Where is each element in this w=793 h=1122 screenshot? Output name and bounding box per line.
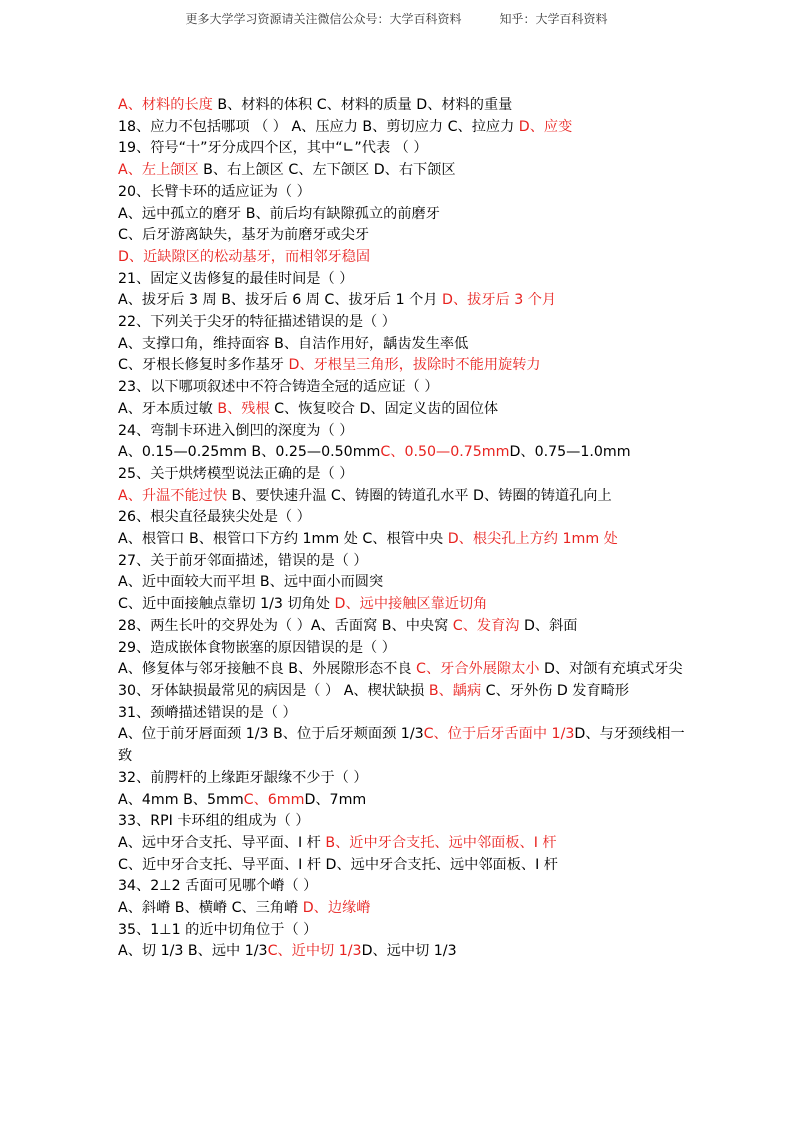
- answer-text: A、左上颌区: [118, 162, 199, 179]
- question-text: 32、前腭杆的上缘距牙龈缘不少于（ ）: [118, 769, 368, 786]
- question-text: A、斜嵴 B、横嵴 C、三角嵴: [118, 900, 303, 917]
- text-line: [118, 941, 688, 963]
- text-line: [118, 204, 688, 226]
- question-text: D、远中切 1/3: [361, 943, 457, 960]
- answer-text: B、近中牙合支托、远中邻面板、I 杆: [325, 834, 557, 851]
- text-line: [118, 290, 688, 312]
- text-line: [118, 876, 688, 898]
- text-line: [118, 616, 688, 638]
- question-text: A、远中孤立的磨牙 B、前后均有缺隙孤立的前磨牙: [118, 205, 440, 222]
- question-text: 28、两生长叶的交界处为（ ）A、舌面窝 B、中央窝: [118, 617, 453, 634]
- text-line: [118, 95, 688, 117]
- text-line: [118, 138, 688, 160]
- answer-text: D、远中接触区靠近切角: [334, 596, 488, 613]
- question-text: C、恢复咬合 D、固定义齿的固位体: [269, 400, 499, 417]
- answer-text: D、拔牙后 3 个月: [442, 292, 557, 309]
- question-text: A、0.15—0.25mm B、0.25—0.50mm: [118, 444, 381, 461]
- answer-text: B、残根: [217, 400, 270, 417]
- question-text: A、近中面较大而平坦 B、远中面小而圆突: [118, 574, 384, 591]
- text-line: [118, 529, 688, 551]
- question-text: A、远中牙合支托、导平面、I 杆: [118, 834, 326, 851]
- answer-text: C、位于后牙舌面中 1/3: [423, 726, 575, 743]
- question-text: 18、应力不包括哪项 （ ） A、压应力 B、剪切应力 C、拉应力: [118, 118, 519, 135]
- answer-text: D、边缘嵴: [302, 900, 371, 917]
- question-text: 35、1⊥1 的近中切角位于（ ）: [118, 921, 318, 938]
- question-text: A、修复体与邻牙接触不良 B、外展隙形态不良: [118, 661, 417, 678]
- question-text: D、0.75—1.0mm: [509, 444, 631, 461]
- answer-text: C、6mm: [243, 791, 305, 808]
- question-text: C、近中面接触点靠切 1/3 切角处: [118, 596, 335, 613]
- page-header: [0, 10, 793, 27]
- answer-text: C、近中切 1/3: [267, 943, 362, 960]
- question-text: 25、关于烘烤模型说法正确的是（ ）: [118, 465, 354, 482]
- question-text: 24、弯制卡环进入倒凹的深度为（ ）: [118, 422, 354, 439]
- question-text: B、右上颌区 C、左下颌区 D、右下颌区: [198, 162, 456, 179]
- question-text: B、要快速升温 C、铸圈的铸道孔水平 D、铸圈的铸道孔向上: [227, 487, 612, 504]
- question-text: B、材料的体积 C、材料的质量 D、材料的重量: [212, 97, 513, 113]
- text-line: [118, 464, 688, 486]
- question-text: 30、牙体缺损最常见的病因是（ ） A、楔状缺损: [118, 682, 429, 699]
- text-line: [118, 638, 688, 660]
- text-line: [118, 790, 688, 812]
- question-text: 31、颈嵴描述错误的是（ ）: [118, 704, 297, 721]
- text-line: [118, 898, 688, 920]
- answer-text: D、根尖孔上方约 1mm 处: [447, 531, 618, 548]
- question-text: 22、下列关于尖牙的特征描述错误的是（ ）: [118, 314, 396, 331]
- question-text: A、切 1/3 B、远中 1/3: [118, 943, 268, 960]
- answer-text: A、升温不能过快: [118, 487, 228, 504]
- text-line: [118, 920, 688, 942]
- text-line: [118, 659, 688, 681]
- text-line: [118, 312, 688, 334]
- text-line: [118, 160, 688, 182]
- question-text: 19、符号“十”牙分成四个区，其中“∟”代表 （ ）: [118, 140, 428, 157]
- question-text: A、牙本质过敏: [118, 400, 218, 417]
- question-text: C、牙根长修复时多作基牙: [118, 357, 289, 374]
- question-text: D、7mm: [304, 791, 367, 808]
- question-text: 21、固定义齿修复的最佳时间是（ ）: [118, 270, 354, 287]
- text-line: [118, 421, 688, 443]
- question-list: [118, 95, 688, 963]
- question-text: 20、长臂卡环的适应证为（ ）: [118, 183, 311, 200]
- text-line: [118, 399, 688, 421]
- header-wechat-text: 更多大学学习资源请关注微信公众号：大学百科资料: [185, 12, 462, 26]
- text-line: [118, 269, 688, 291]
- question-text: C、牙外伤 D 发育畸形: [481, 682, 630, 699]
- text-line: [118, 811, 688, 833]
- text-line: [118, 681, 688, 703]
- question-text: C、后牙游离缺失，基牙为前磨牙或尖牙: [118, 227, 370, 244]
- question-text: 34、2⊥2 舌面可见哪个嵴（ ）: [118, 878, 318, 895]
- answer-text: C、0.50—0.75mm: [380, 444, 510, 461]
- text-line: [118, 507, 688, 529]
- answer-text: C、牙合外展隙太小: [416, 661, 540, 678]
- question-text: C、近中牙合支托、导平面、I 杆 D、远中牙合支托、远中邻面板、I 杆: [118, 856, 558, 873]
- text-line: [118, 724, 688, 767]
- text-line: [118, 855, 688, 877]
- question-text: 33、RPI 卡环组的组成为（ ）: [118, 813, 310, 830]
- question-text: A、根管口 B、根管口下方约 1mm 处 C、根管中央: [118, 531, 448, 548]
- question-text: D、对颌有充填式牙尖: [539, 661, 683, 678]
- question-text: 27、关于前牙邻面描述，错误的是（ ）: [118, 552, 368, 569]
- question-text: A、4mm B、5mm: [118, 791, 244, 808]
- text-line: [118, 486, 688, 508]
- question-text: 29、造成嵌体食物嵌塞的原因错误的是（ ）: [118, 639, 396, 656]
- text-line: [118, 117, 688, 139]
- text-line: [118, 572, 688, 594]
- answer-text: D、近缺隙区的松动基牙，而相邻牙稳固: [118, 248, 371, 265]
- question-text: D、斜面: [519, 617, 578, 634]
- header-zhihu-text: 知乎：大学百科资料: [499, 12, 608, 26]
- text-line: [118, 768, 688, 790]
- text-line: [118, 247, 688, 269]
- text-line: [118, 334, 688, 356]
- question-text: A、位于前牙唇面颈 1/3 B、位于后牙颊面颈 1/3: [118, 726, 424, 743]
- answer-text: C、发育沟: [452, 617, 520, 634]
- answer-text: A、材料的长度: [118, 97, 213, 113]
- question-text: A、拔牙后 3 周 B、拔牙后 6 周 C、拔牙后 1 个月: [118, 292, 443, 309]
- answer-text: D、应变: [518, 118, 573, 135]
- answer-text: D、牙根呈三角形，拔除时不能用旋转力: [288, 357, 541, 374]
- text-line: [118, 551, 688, 573]
- text-line: [118, 833, 688, 855]
- text-line: [118, 703, 688, 725]
- question-text: 26、根尖直径最狭尖处是（ ）: [118, 509, 311, 526]
- text-line: [118, 355, 688, 377]
- text-line: [118, 225, 688, 247]
- question-text: 23、以下哪项叙述中不符合铸造全冠的适应证（ ）: [118, 379, 439, 396]
- text-line: [118, 442, 688, 464]
- question-text: D、与牙颈线相一致: [118, 726, 685, 765]
- text-line: [118, 377, 688, 399]
- text-line: [118, 594, 688, 616]
- question-text: A、支撑口角，维持面容 B、自洁作用好，龋齿发生率低: [118, 335, 469, 352]
- answer-text: B、龋病: [428, 682, 482, 699]
- text-line: [118, 182, 688, 204]
